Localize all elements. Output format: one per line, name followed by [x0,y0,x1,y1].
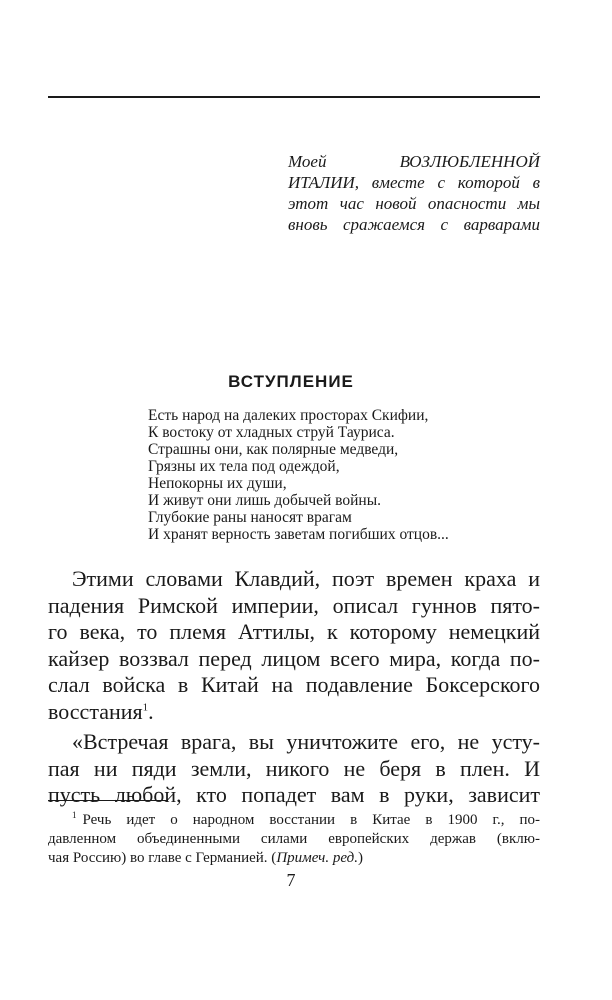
poem-line: Страшны они, как полярные медведи, [148,441,399,458]
dedication-line: этот час новой опасности мы [288,194,540,213]
section-heading: ВСТУПЛЕНИЕ [228,372,354,391]
body-line: кайзер воззвал перед лицом всего мира, когда по- [48,645,540,671]
footnote-text: чая Россию) во главе с Германией. ( [48,850,277,866]
body-line-text: восстания [48,698,143,724]
poem-line: Грязны их тела под одеждой, [148,458,340,475]
footnote [48,811,540,868]
footnote-text: Речь идет о народном восстании в Китае в 1900 г., по- [82,812,540,828]
page-number: 7 [286,870,296,890]
dedication [288,151,540,235]
body-line: «Встречая врага, вы уничтожите его, не усту- [72,729,540,754]
footnote-reference[interactable]: 1 [142,701,149,714]
poem-line: Есть народ на далеких просторах Скифии, [148,407,429,424]
dedication-line: ИТАЛИИ, вместе с которой в [288,173,540,192]
footnote-marker: 1 [72,810,77,820]
footnote-line-last [48,849,540,868]
epigraph-poem [148,407,449,543]
footnote-line: давленном объединенными силами европейских держав (вклю- [48,831,540,847]
footnote-rule [48,800,168,801]
top-rule [48,96,540,98]
poem-line: Глубокие раны наносят врагам [148,509,352,526]
body-line: падения Римской империи, описал гуннов пято- [48,592,540,618]
editor-note: Примеч. ред. [276,850,358,866]
body-line: го века, то племя Аттилы, к которому немецкий [48,619,540,644]
poem-line: И хранят верность заветам погибших отцов... [148,526,449,543]
poem-line: Непокорны их души, [148,475,287,492]
body-line-punct: . [148,698,154,724]
dedication-line: вновь сражаемся с варварами [288,215,540,234]
poem-line: И живут они лишь добычей войны. [148,492,382,509]
body-line: Этими словами Клавдий, поэт времен краха и [72,566,540,591]
body-line: пая ни пяди земли, никого не беря в плен. И [48,755,540,781]
poem-line: К востоку от хладных струй Тауриса. [148,424,395,441]
footnote-line [48,811,540,830]
body-line: пусть любой, кто попадет вам в руки, зависит [48,782,540,807]
body-line-last [48,699,540,726]
body-line: слал войска в Китай на подавление Боксерского [48,672,540,697]
body-text [48,566,540,809]
dedication-line: Моей ВОЗЛЮБЛЕННОЙ [288,152,540,171]
footnote-text: ) [357,850,363,866]
